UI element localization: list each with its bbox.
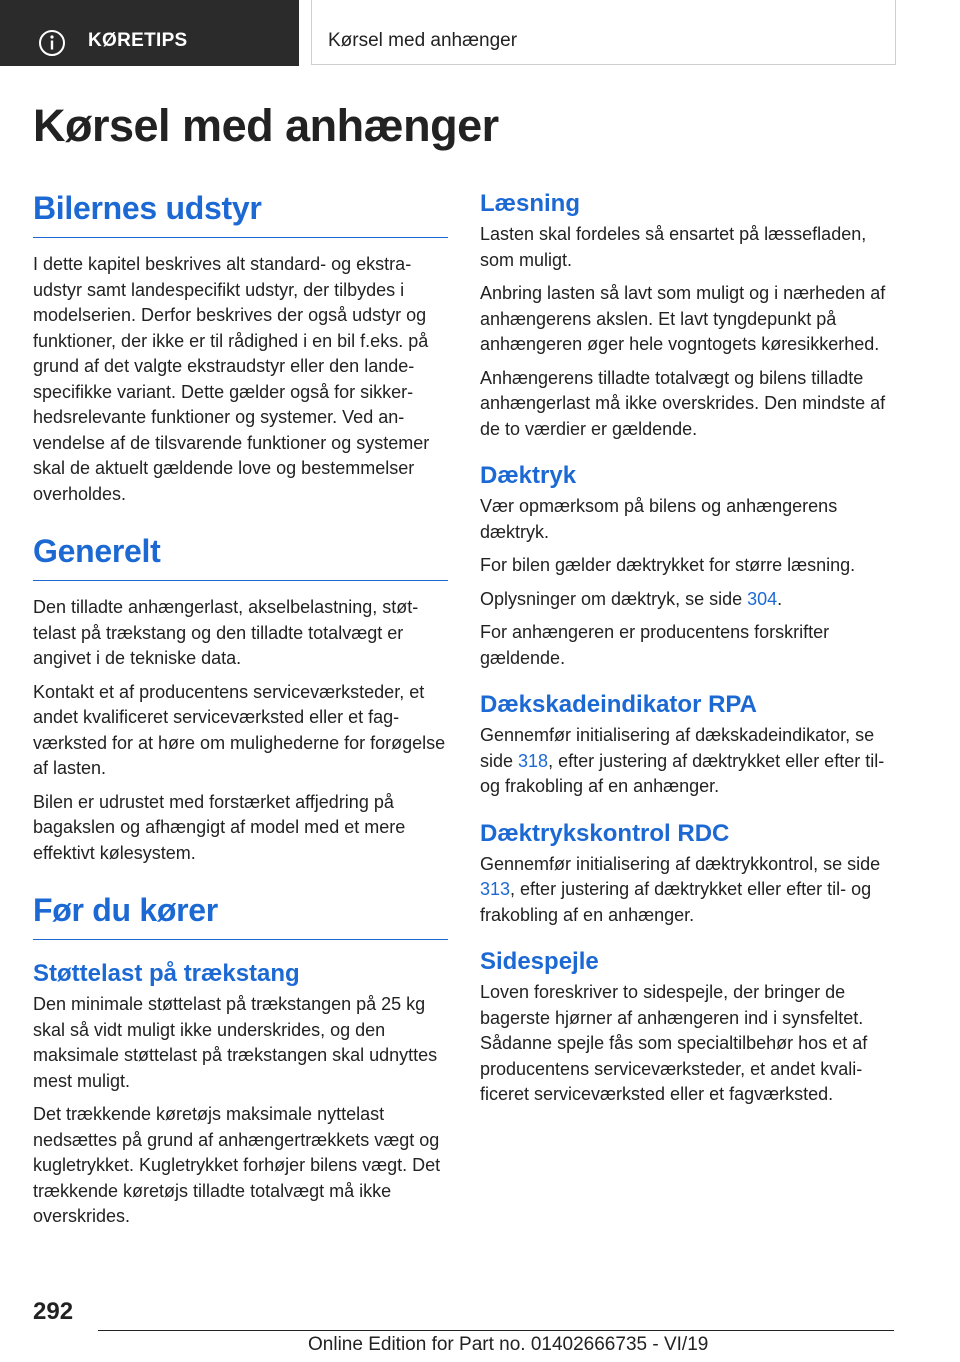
paragraph: I dette kapitel beskrives alt standard- og ekstraudstyr samt landespecifikt udstyr, der tilbydes i modelserien. Derfor beskrives der også udstyr og funktioner, der ikke er til rådighed i en bil f.eks. på grund af det valgte ekstraudstyr eller den landespecifikke variant. Dette gælder også for sikkerhedsrelevante funktioner og systemer. Ved anvendelse af de tilsvarende funktioner og systemer skal de aktuelt gældende love og bestemmelser overholdes. bbox=[33, 254, 430, 504]
heading-for-du-korer: Før du kører bbox=[33, 892, 448, 940]
heading-generelt: Generelt bbox=[33, 533, 448, 581]
section-tab[interactable] bbox=[0, 0, 299, 66]
paragraph: Det trækkende køretøjs maksimale nyttelast nedsættes på grund af anhængertrækkets vægt og kugletrykket. Kugletrykket forhøjer bilens vægt. Det trækkende køretøjs tilladte totalvægt må ikke overskrides. bbox=[33, 1104, 441, 1226]
info-icon bbox=[37, 28, 67, 58]
subheading-laesning: Læsning bbox=[480, 190, 580, 217]
paragraph bbox=[480, 587, 895, 613]
subheading-stottelast: Støttelast på trækstang bbox=[33, 960, 300, 987]
text: Gennemfør initialisering af dæktrykkontrol, se side bbox=[480, 853, 881, 874]
paragraph: Anbring lasten så lavt som muligt og i nærheden af anhængerens akslen. Et lavt tyngdepunkt på anhængeren øger hele vogntogets køresikkerhed. bbox=[480, 283, 886, 354]
heading-bilernes-udstyr: Bilernes udstyr bbox=[33, 190, 448, 238]
page-header bbox=[0, 0, 960, 66]
text: Gennemfør initialisering af dækskadeindikator, se side bbox=[480, 725, 875, 771]
footer-divider bbox=[98, 1330, 894, 1331]
paragraph: Loven foreskriver to sidespejle, der bringer de bagerste hjørner af anhængeren ind i synsfeltet. Sådanne spejle fås som specialtilbehør hos et af producentens serviceværksteder, et andet kvalificeret serviceværksted eller et fagværksted. bbox=[480, 982, 868, 1104]
paragraph: Den tilladte anhængerlast, akselbelastning, støttelast på trækstang og den tilladte totalvægt er angivet i de tekniske data. bbox=[33, 597, 419, 668]
text: . bbox=[777, 588, 783, 609]
subheading-daektryk: Dæktryk bbox=[480, 462, 577, 489]
paragraph: For bilen gælder dæktrykket for større læsning. bbox=[480, 555, 856, 575]
subheading-rdc: Dæktrykskontrol RDC bbox=[480, 819, 730, 847]
page-link-304[interactable]: 304 bbox=[747, 588, 778, 609]
paragraph: Anhængerens tilladte totalvægt og bilens tilladte anhængerlast må ikke overskrides. Den mindste af de to værdier er gældende. bbox=[480, 367, 886, 439]
edition-text: Online Edition for Part no. 01402666735 - VI/19 bbox=[308, 1334, 709, 1355]
paragraph bbox=[480, 723, 895, 800]
paragraph: Bilen er udrustet med forstærket affjedring på bagakslen og afhængigt af model med et mere effektivt kølesystem. bbox=[33, 791, 406, 863]
page-title: Kørsel med anhænger bbox=[33, 100, 499, 151]
paragraph: Vær opmærksom på bilens og anhængerens dæktryk. bbox=[480, 496, 838, 542]
paragraph: Den minimale støttelast på trækstangen på 25 kg skal så vidt muligt ikke underskrides, og den maksimale støttelast på trækstangen skal udnyttes mest muligt. bbox=[33, 994, 438, 1091]
topic-tab-label: Kørsel med anhænger bbox=[328, 30, 518, 51]
text: , efter justering af dæktrykket eller efter til- og frakobling af en anhænger. bbox=[480, 750, 885, 796]
paragraph: For anhængeren er producentens forskrifter gældende. bbox=[480, 622, 830, 668]
subheading-sidespejle: Sidespejle bbox=[480, 948, 599, 975]
subheading-rpa: Dækskadeindikator RPA bbox=[480, 691, 757, 718]
text: , efter justering af dæktrykket eller efter til- og frakobling af en anhænger. bbox=[480, 879, 872, 925]
paragraph: Lasten skal fordeles så ensartet på læssefladen, som muligt. bbox=[480, 224, 867, 270]
paragraph bbox=[480, 852, 895, 929]
text: Oplysninger om dæktryk, se side bbox=[480, 588, 748, 609]
page-number: 292 bbox=[33, 1298, 74, 1325]
right-column bbox=[480, 190, 895, 1116]
left-column bbox=[33, 190, 448, 1238]
page-link-318[interactable]: 318 bbox=[518, 750, 549, 771]
section-tab-label: KØRETIPS bbox=[88, 30, 188, 51]
paragraph: Kontakt et af producentens serviceværksteder, et andet kvalificeret serviceværksted eller et fagværksted for at høre om mulighederne for forøgelse af lasten. bbox=[33, 681, 446, 778]
topic-tab[interactable] bbox=[311, 0, 896, 65]
page-link-313[interactable]: 313 bbox=[480, 879, 511, 899]
